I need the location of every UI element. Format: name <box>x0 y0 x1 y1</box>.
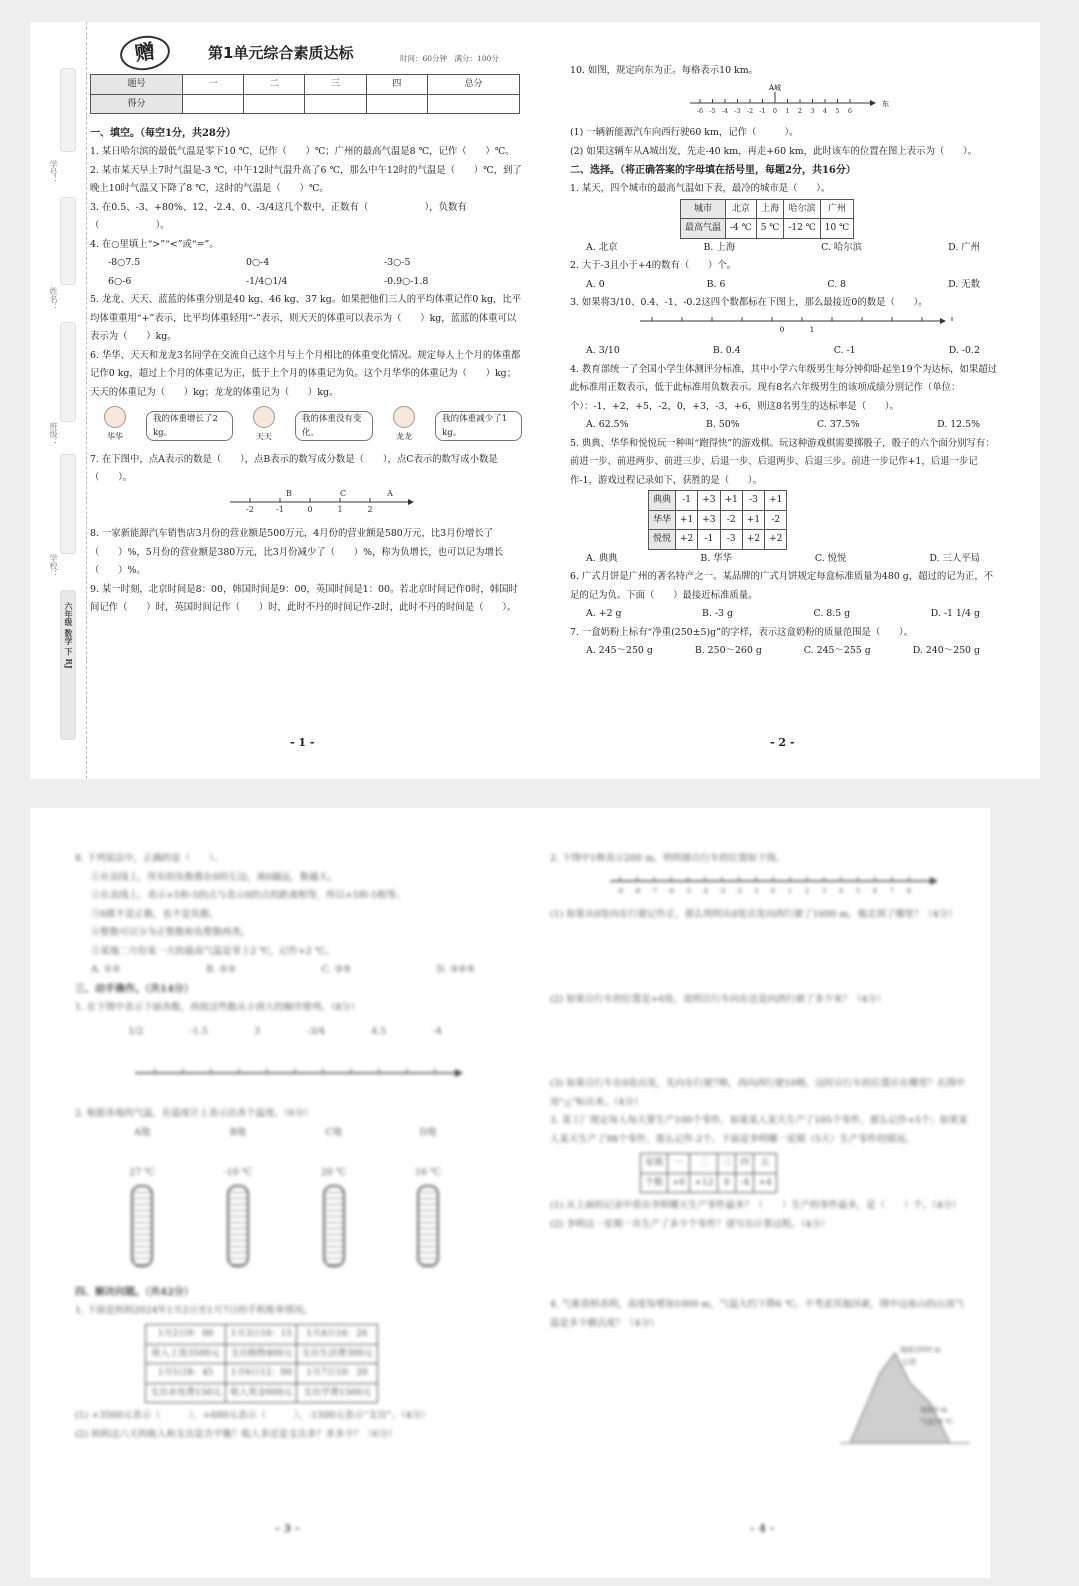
question-7: 7. 在下图中，点A表示的数是（ ），点B表示的数写成分数是（ ），点C表示的数写成小数是（ ）。 <box>90 453 498 483</box>
tick-label: 8 <box>906 886 912 895</box>
choice-2: 2. 大于-3且小于+4的数有（ ）个。 <box>570 260 737 271</box>
thermometer <box>129 1124 154 1269</box>
number-item: 3 <box>254 1026 261 1037</box>
tick-label: 1 <box>785 106 790 115</box>
statement: ⑤某地二月份某一天的最高气温是零上2 ℃，记作+2 ℃。 <box>91 945 335 957</box>
thermometer-tube <box>131 1185 153 1267</box>
table-cell: 支出购物400元 <box>226 1344 297 1364</box>
option[interactable]: B. 上海 <box>703 241 736 253</box>
operation-1-number-line <box>75 1048 495 1098</box>
page-4 <box>550 808 970 1535</box>
question-2: 2. 某市某天早上7时气温是-3 ℃，中午12时气温升高了6 ℃，那么中午12时的气温是（ ）℃，到了晚上10时气温又下降了8 ℃，这时的气温是（ ）℃。 <box>90 164 522 194</box>
tick-label: 4 <box>838 886 844 895</box>
tick-label: 0 <box>779 325 785 334</box>
table-cell: +1 <box>765 491 787 511</box>
tick-label: -4 <box>721 106 729 115</box>
table-cell: 个数 <box>641 1173 668 1193</box>
tick-label: 3 <box>821 886 827 895</box>
tick-label: 1 <box>787 886 793 895</box>
option[interactable]: D. 广州 <box>948 241 980 253</box>
kid-longlong: 龙龙 <box>393 406 415 447</box>
thermometer <box>415 1124 440 1269</box>
option[interactable]: C. 37.5% <box>817 419 860 430</box>
option[interactable]: B. 华华 <box>700 552 732 564</box>
place-label: B地 <box>229 1126 247 1138</box>
choice-6: 6. 广式月饼是广州的著名特产之一。某品牌的广式月饼规定每盒标准质量为480 g，超过的记为正，不足的记为负。下面（ ）最接近标准质量。 <box>570 571 994 601</box>
problem-3-part-2: (2) 李明这一星期一共生产了多少个零件？请写出计算过程。（4分） <box>550 1218 831 1230</box>
table-cell: 收入奖金600元 <box>226 1383 297 1403</box>
question-8-options <box>75 961 495 980</box>
option[interactable]: A. ①② <box>91 964 121 975</box>
number-item: 1/2 <box>128 1026 144 1037</box>
sidebar-label: 学号： <box>49 160 58 184</box>
number-item: -1.5 <box>189 1026 208 1037</box>
temp-label: 16 ℃ <box>415 1167 441 1178</box>
option[interactable]: A. +2 g <box>586 608 622 619</box>
table-cell: +12 <box>690 1173 718 1193</box>
option[interactable]: D. -1 1/4 g <box>930 608 980 619</box>
page-title: 第1单元综合素质达标 <box>208 44 354 62</box>
page-2 <box>570 22 1000 749</box>
choice-1: 1. 某天，四个城市的最高气温如下表，最冷的城市是（ ）。 <box>570 183 831 194</box>
option[interactable]: A. 3/10 <box>586 345 620 356</box>
table-cell: +1 <box>676 510 698 530</box>
tick-label: -1 <box>276 504 284 514</box>
table-cell: 广州 <box>820 199 853 219</box>
score-cell: 一 <box>182 75 243 95</box>
numbers-row <box>75 1017 495 1048</box>
score-cell[interactable] <box>428 94 520 114</box>
section-2-heading: 二、选择。（将正确答案的字母填在括号里，每题2分，共16分） <box>570 165 856 176</box>
table-cell: 星期 <box>641 1154 668 1174</box>
speech-bubble: 我的体重增长了2 kg。 <box>146 411 233 441</box>
question-6: 6. 华华、天天和龙龙3名同学在交流自己这个月与上个月相比的体重变化情况。规定每人上个月的体重都记作0 kg，超过上个月的体重记为正，低于上个月的体重记为负。这个月华华的体重记为（ ）kg；天天的体重记为（ ）kg；龙龙的体重记为（ ）kg。 <box>90 349 521 398</box>
tick-label: 6 <box>872 886 878 895</box>
option[interactable]: A. 北京 <box>586 241 618 253</box>
answer-space[interactable] <box>550 1009 970 1075</box>
choice-7-options <box>570 642 1000 661</box>
question-8: 8. 下列说法中，正确的是（ ）。 <box>75 853 223 864</box>
question-3: 3. 在0.5、-3、+80%、12、-2.4、0、-3/4这几个数中，正数有（ ），负数有（ ）。 <box>90 201 467 231</box>
tick-label: 1 <box>337 504 343 514</box>
tick-label: -2 <box>246 504 254 514</box>
thermometer-tube <box>417 1185 439 1267</box>
statement: ①在直线上，所有的负数都在0的左边，离0越远，数越大。 <box>91 871 338 883</box>
problem-2: 2. 下图中1格表示200 m，明明骑自行车的位置如下图。 <box>550 853 786 864</box>
east-label: 东 <box>882 99 889 108</box>
answer-space[interactable] <box>550 925 970 991</box>
operation-2: 2. 根据各地的气温，在温度计上表示出各个温度。（6分） <box>75 1108 314 1119</box>
table-cell: 1月3日10：15 <box>226 1325 297 1345</box>
sidebar-label: 姓名： <box>49 287 58 311</box>
avatar <box>104 406 126 428</box>
option[interactable]: A. 62.5% <box>586 419 629 430</box>
table-cell: 悦悦 <box>649 530 676 550</box>
option[interactable]: B. ②③ <box>206 964 236 975</box>
choice-6-options <box>570 605 1000 624</box>
score-cell[interactable] <box>305 94 366 114</box>
place-label: A地 <box>134 1126 151 1138</box>
school-box <box>60 454 76 554</box>
option[interactable]: D. ③④⑤ <box>436 964 475 975</box>
c3-number-line <box>570 313 1000 335</box>
thermometer <box>224 1124 253 1269</box>
tick-label: 4 <box>822 106 828 115</box>
choice-1-options <box>570 239 1000 258</box>
option[interactable]: D. 240～250 g <box>912 645 980 656</box>
option[interactable]: B. 0.4 <box>712 345 741 356</box>
tick-label: 2 <box>797 106 803 115</box>
table-cell: 上海 <box>756 199 784 219</box>
title-meta: 时间：60分钟 满分：100分 <box>400 54 499 63</box>
option[interactable]: D. -0.2 <box>948 345 980 356</box>
tick-label: 2 <box>367 504 373 514</box>
option[interactable]: C. 245～255 g <box>803 645 871 656</box>
table-cell: 三 <box>718 1154 736 1174</box>
q10-number-line <box>570 81 1000 117</box>
table-cell: 北京 <box>726 199 757 219</box>
tick-label: -7 <box>650 886 658 895</box>
table-cell: 最高气温 <box>681 219 726 239</box>
option[interactable]: A. 245～250 g <box>586 645 653 656</box>
table-cell: 一 <box>668 1154 690 1174</box>
score-table <box>90 74 520 114</box>
tick-label: 0 <box>772 106 778 115</box>
score-cell[interactable] <box>366 94 427 114</box>
problem-2-number-line <box>550 869 970 899</box>
answer-space[interactable] <box>550 1234 970 1296</box>
table-cell: -1 <box>676 491 698 511</box>
avatar <box>253 406 275 428</box>
table-cell: 二 <box>690 1154 718 1174</box>
score-cell: 三 <box>305 75 366 95</box>
tick-label: 1 <box>809 325 815 334</box>
table-cell: -4 <box>736 1173 754 1193</box>
tick-label: -8 <box>633 886 641 895</box>
choice-3-options <box>570 342 1000 361</box>
problem-1-part-1: (1) +3500元表示（ ），+600元表示（ ），-1500元表示“支出”。（4分） <box>75 1410 431 1421</box>
statement: ④整数可以分为正整数和负整数两类。 <box>91 927 251 938</box>
tick-label: -5 <box>709 106 716 115</box>
class-box <box>60 322 76 422</box>
option[interactable]: D. 无数 <box>948 278 980 290</box>
kid-huahua: 华华 <box>104 406 126 447</box>
score-cell: 得分 <box>91 94 183 114</box>
table-cell: -1 <box>698 530 720 550</box>
tick-label: 2 <box>804 886 810 895</box>
tick-label: -6 <box>696 106 704 115</box>
table-cell: +3 <box>698 510 720 530</box>
tick-label: 6 <box>847 106 853 115</box>
problem-1: 1. 下面是妈妈2024年1月2日至1月7日的手机账单情况。 <box>75 1304 313 1316</box>
sidebar-book-title: 六年级 数学 下 RJ <box>64 602 74 669</box>
page-number: - 1 - <box>290 736 315 749</box>
tick-label: 5 <box>835 106 840 115</box>
score-cell[interactable] <box>244 94 305 114</box>
mountain-label: 海拔0 m <box>920 1406 948 1414</box>
section-1-heading: 一、填空。（每空1分，共28分） <box>90 128 236 139</box>
tick-label: -3 <box>734 106 741 115</box>
bill-table <box>145 1324 378 1403</box>
table-cell: +2 <box>676 530 698 550</box>
table-cell: 五 <box>754 1154 776 1174</box>
place-label: D地 <box>419 1126 437 1138</box>
avatar <box>393 406 415 428</box>
compare-grid <box>90 254 522 291</box>
sheet-top <box>30 22 1040 779</box>
option[interactable]: C. 悦悦 <box>814 552 847 564</box>
mountain-label: 气温18 ℃ <box>920 1418 953 1426</box>
statement: ②在直线上，表示+5和-5的点与表示0的点的距离相等，所以+5和-5相等。 <box>91 890 406 901</box>
section-4-heading: 四、解决问题。（共42分） <box>75 1286 194 1298</box>
score-value-row <box>91 94 520 114</box>
id-box <box>60 68 76 152</box>
table-cell: 典典 <box>649 491 676 511</box>
problem-2-part-1: (1) 如果从0处向东行驶记作正，那么明明从0处出发向西行驶了1600 m，他走到了哪里？（4分） <box>550 909 958 920</box>
page-number: - 4 - <box>750 1522 775 1535</box>
choice-4-options <box>570 416 1000 435</box>
question-10: 10. 如图，规定向东为正。每格表示10 km。 <box>570 65 758 76</box>
problem-3: 3. 某工厂规定每人每天要生产100个零件，如果某人某天生产了105个零件，那么记作+5个；如果某人某天生产了98个零件，那么记作-2个。下面是李明哪一星期（5天）生产零件的情况。 <box>550 1115 968 1145</box>
option[interactable]: D. 12.5% <box>937 419 980 430</box>
temp-label: 27 ℃ <box>129 1167 155 1178</box>
page-3 <box>75 808 495 1535</box>
city-label: A城 <box>768 83 782 92</box>
compare-item[interactable]: 6○-6 <box>108 275 132 287</box>
page-1 <box>90 22 522 749</box>
tick-label: -2 <box>746 106 754 115</box>
question-8: 8. 一家新能源汽车销售店3月份的营业额是500万元，4月份的营业额是580万元，比3月份增长了（ ）%，5月份的营业额是380万元，比3月份减少了（ ）%，称为负增长，也可以记为增长（ ）%。 <box>90 528 504 576</box>
operation-1: 1. 在下图中表示下面各数，再按这些数从小到大的顺序排列。（8分） <box>75 1001 361 1013</box>
option[interactable]: C. -1 <box>833 345 856 356</box>
table-cell: +2 <box>742 530 764 550</box>
number-item: -4 <box>432 1026 442 1037</box>
tick-label: -5 <box>684 886 692 895</box>
statement: ③0既不是正数，也不是负数。 <box>91 908 219 920</box>
q7-number-line <box>90 488 522 518</box>
option[interactable]: B. 250～260 g <box>694 645 762 656</box>
point-label: A <box>387 488 393 498</box>
table-cell: 1月7日10：20 <box>297 1364 377 1384</box>
number-item: -3/4 <box>306 1026 325 1037</box>
sidebar-label: 班级： <box>49 422 58 446</box>
table-cell: +6 <box>668 1173 690 1193</box>
table-cell: 支出水电费150元 <box>146 1383 226 1403</box>
mountain-label: 山顶 <box>902 1358 916 1366</box>
sheet-bottom <box>30 808 990 1578</box>
table-cell: 0 <box>718 1173 736 1193</box>
tick-label: -1 <box>759 106 766 115</box>
temp-label: -10 ℃ <box>223 1167 253 1178</box>
thermometer <box>321 1124 346 1269</box>
tick-label: 3 <box>810 106 815 115</box>
tick-label: -2 <box>735 886 743 895</box>
temperature-table <box>680 199 854 239</box>
tick-label: 5 <box>855 886 861 895</box>
score-cell: 总分 <box>428 75 520 95</box>
game-table <box>648 490 787 550</box>
mountain-label: 海拔2000 m <box>900 1346 941 1354</box>
table-cell: 10 ℃ <box>820 219 853 239</box>
compare-item[interactable]: -0.9○-1.8 <box>384 275 429 287</box>
page-number: - 2 - <box>770 736 795 749</box>
option[interactable]: D. 三人平局 <box>929 552 980 564</box>
speech-bubble: 我的体重没有变化。 <box>295 411 373 441</box>
table-cell: -3 <box>742 491 764 511</box>
point-label: C <box>339 488 347 498</box>
thermometer-tube <box>227 1185 249 1267</box>
tick-label: 0 <box>307 504 313 514</box>
thermometer-row <box>75 1124 495 1269</box>
score-cell[interactable] <box>182 94 243 114</box>
question-5: 5. 龙龙、天天、蓝蓝的体重分别是40 kg、46 kg、37 kg。如果把他们三人的平均体重记作0 kg，比平均体重重用“+”表示，比平均体重轻用“-”表示，则天天的体重可以表示为（ ）kg，蓝蓝的体重可以表示为（ ）kg。 <box>90 294 522 342</box>
tick-label: 0 <box>770 886 776 895</box>
production-table <box>640 1153 777 1193</box>
table-cell: +3 <box>698 491 720 511</box>
table-cell: 1月6日12：00 <box>226 1364 297 1384</box>
choice-5: 5. 典典、华华和悦悦玩一种叫“跑得快”的游戏棋。玩这种游戏棋需要掷骰子，骰子的六个面分别写有：前进一步、前进两步、前进三步、后退一步、后退两步、后退三步。前进一步记作+1，后退一步记作-1，游戏过程记录如下，获胜的是（ ）。 <box>570 437 995 486</box>
table-cell: 四 <box>736 1154 754 1174</box>
tick-label: -4 <box>701 886 709 895</box>
problem-1-part-2: (2) 妈妈这六天的收入和支出是否平衡？收入多还是支出多？多多少？（6分） <box>75 1428 398 1440</box>
page-1-header <box>90 22 522 74</box>
option[interactable]: A. 0 <box>586 278 605 290</box>
table-cell: 城市 <box>681 199 726 219</box>
table-cell: -12 ℃ <box>784 219 820 239</box>
choice-2-options <box>570 276 1000 295</box>
page-number: - 3 - <box>275 1522 300 1535</box>
tick-label: -9 <box>616 886 624 895</box>
option[interactable]: B. 50% <box>705 419 740 430</box>
option[interactable]: A. 典典 <box>586 552 618 564</box>
table-cell: -4 ℃ <box>726 219 757 239</box>
choice-4: 4. 教育部统一了全国小学生体测评分标准，其中小学六年级男生每分钟仰卧起坐19个为达标，如果超过此标准用正数表示，低于此标准用负数表示。现有8名六年级男生的该项成绩分别记作（单位：个）：-1，+2，+5，-2，0，+3，-3，+6，则这8名男生的达标率是（ ）。 <box>570 363 997 412</box>
question-10-1: (1) 一辆新能源汽车向西行驶60 km，记作（ ）。 <box>570 127 799 138</box>
question-9: 9. 某一时刻，北京时间是8：00，韩国时间是9：00，英国时间是1：00。若北京时间记作0时，韩国时间记作（ ）时，英国时间记作（ ）时，此时不丹的时间记作-2时，此时不丹的时间是（ ）。 <box>90 583 518 613</box>
choice-3: 3. 如果将3/10、0.4、-1、-0.2这四个数都标在下图上，那么最接近0的数是（ ）。 <box>570 297 928 308</box>
score-cell: 四 <box>366 75 427 95</box>
tick-label: -6 <box>667 886 675 895</box>
temp-label: 20 ℃ <box>320 1167 347 1178</box>
problem-2-part-2: (2) 如果自行车的位置是+6处，说明自行车向东还是向西行驶了多少米？（4分） <box>550 993 887 1005</box>
section-3-heading: 三、动手操作。（共14分） <box>75 983 194 995</box>
table-cell: +1 <box>720 491 742 511</box>
problem-4: 4. 气象资料表明，高度每增加1000 m，气温大约下降6 ℃。不考虑其他因素，图中这座山的山顶气温是多少摄氏度？（4分） <box>550 1299 964 1329</box>
tick-label: 7 <box>889 886 895 895</box>
table-cell: 支出生活费300元 <box>297 1344 377 1364</box>
table-cell: 收入工资3500元 <box>146 1344 226 1364</box>
gift-badge: 赠 <box>118 33 172 74</box>
compare-item[interactable]: 0○-4 <box>246 257 270 268</box>
option[interactable]: C. ③⑤ <box>321 964 352 975</box>
sidebar-label: 学校： <box>49 554 58 578</box>
binding-sidebar <box>30 22 87 779</box>
problem-2-part-3: (3) 如果自行车在0处出发，先向东行驶7格，再向西行驶10格，这时自行车的位置应在哪里？在图中用“△”标出来。（4分） <box>550 1078 966 1108</box>
table-cell: 华华 <box>649 510 676 530</box>
question-1: 1. 某日哈尔滨的最低气温是零下10 ℃，记作（ ）℃；广州的最高气温是8 ℃，记作（ ）℃。 <box>90 146 515 157</box>
table-cell: -3 <box>720 530 742 550</box>
kids-illustration <box>90 406 522 447</box>
mountain-figure <box>550 1333 970 1453</box>
table-cell: -2 <box>765 510 787 530</box>
table-cell: +4 <box>754 1173 776 1193</box>
table-cell: 支出学费1500元 <box>297 1383 377 1403</box>
question-4: 4. 在○里填上“>”“<”或“=”。 <box>90 238 219 250</box>
tick-label: -1 <box>752 886 760 895</box>
score-cell: 题号 <box>91 75 183 95</box>
table-cell: 1月5日8：45 <box>146 1364 226 1384</box>
table-cell: 哈尔滨 <box>784 199 820 219</box>
table-cell: 5 ℃ <box>756 219 784 239</box>
score-cell: 二 <box>244 75 305 95</box>
option[interactable]: C. 哈尔滨 <box>821 241 863 253</box>
compare-item[interactable]: -8○7.5 <box>108 257 141 268</box>
table-cell: +2 <box>765 530 787 550</box>
kid-tiantian: 天天 <box>253 406 275 447</box>
table-cell: -2 <box>720 510 742 530</box>
score-header-row <box>91 75 520 95</box>
place-label: C地 <box>325 1126 342 1138</box>
tick-label: -3 <box>718 886 726 895</box>
speech-bubble: 我的体重减少了1 kg。 <box>435 411 522 441</box>
option[interactable]: B. 6 <box>706 278 726 290</box>
table-cell: 1月2日9：00 <box>146 1325 226 1345</box>
choice-7: 7. 一盒奶粉上标有“净重(250±5)g”的字样，表示这盒奶粉的质量范围是（ ）。 <box>570 626 914 638</box>
compare-item[interactable]: -1/4○1/4 <box>246 275 288 287</box>
option[interactable]: C. 8 <box>827 278 847 290</box>
table-cell: 1月4日16：26 <box>297 1325 377 1345</box>
choice-5-options <box>570 550 1000 569</box>
question-10-2: (2) 如果这辆车从A城出发，先走-40 km，再走+60 km，此时该车的位置在图上表示为（ ）。 <box>570 145 978 157</box>
thermometer-tube <box>323 1185 345 1267</box>
table-cell: +1 <box>742 510 764 530</box>
name-box <box>60 197 76 285</box>
compare-item[interactable]: -3○-5 <box>384 257 411 268</box>
option[interactable]: C. 8.5 g <box>813 608 851 619</box>
number-item: 4.5 <box>371 1026 387 1037</box>
point-label: B <box>286 488 292 498</box>
option[interactable]: B. -3 g <box>702 608 733 619</box>
problem-3-part-1: (1) 从上面的记录中看出李明哪天生产零件最多？（ ）生产的零件最多，是（ ）个。（4分） <box>550 1200 962 1211</box>
